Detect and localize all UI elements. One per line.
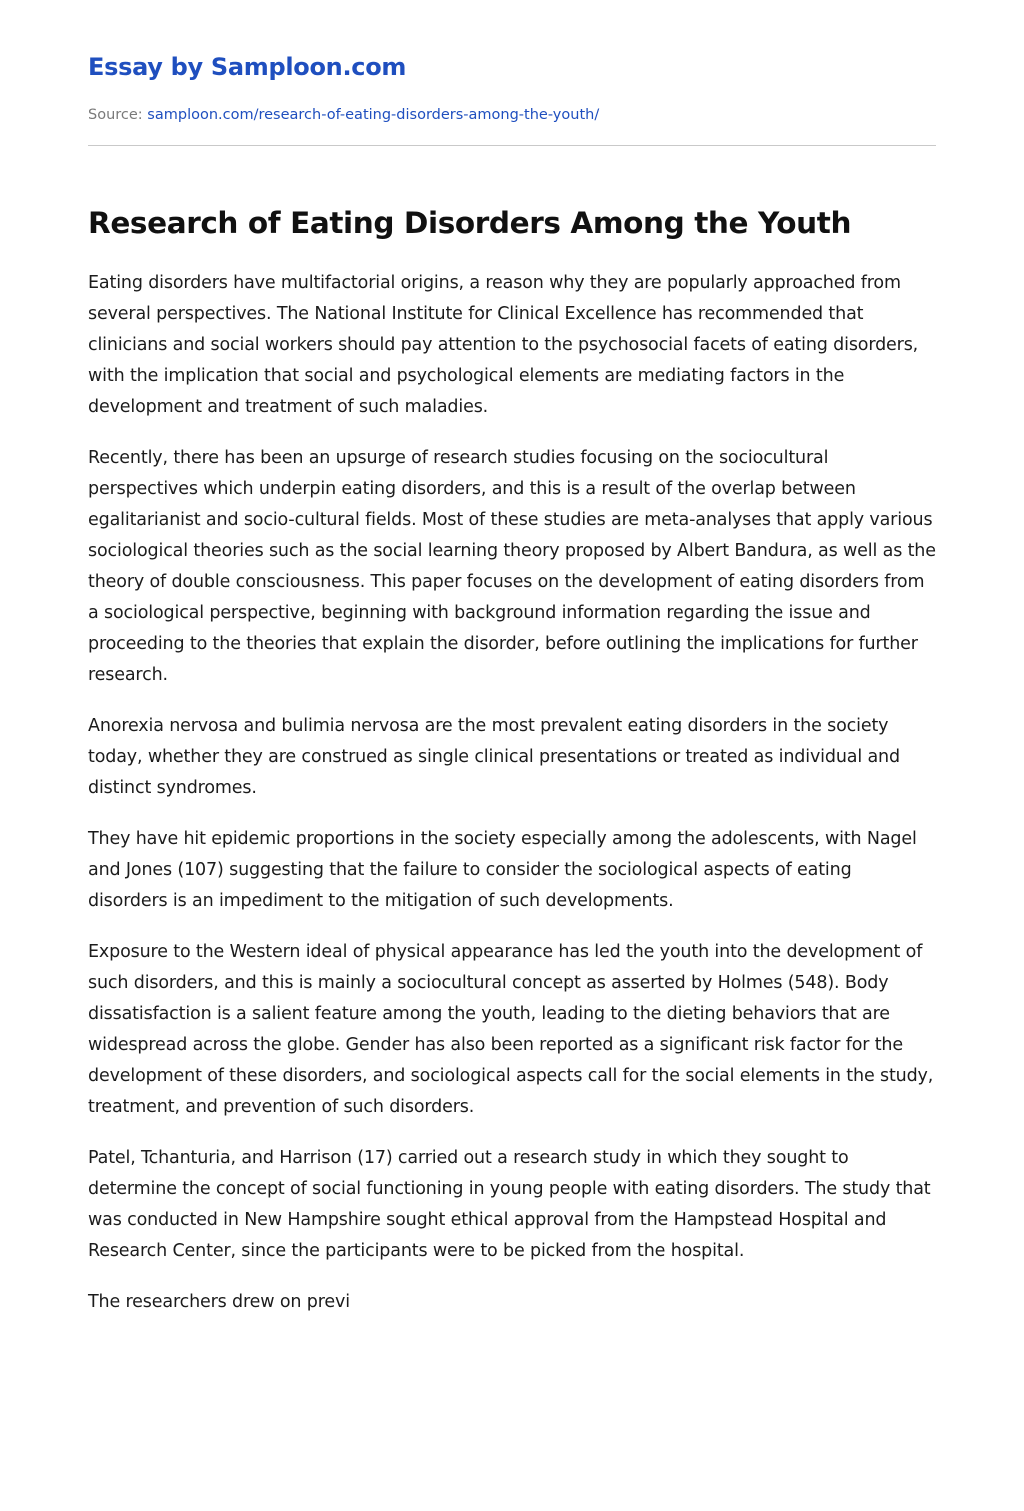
article-body [88,268,936,1338]
source-label: Source: [88,107,143,123]
paragraph: Exposure to the Western ideal of physical appearance has led the youth into the development of such disorders, and this is mainly a sociocultural concept as asserted by Holmes (548). Body dissatisfaction is a salient feature among the youth, leading to the dieting behaviors that are widespread across the globe. Gender has also been reported as a significant risk factor for the development of these disorders, and sociological aspects call for the social elements in the study, treatment, and prevention of such disorders. [88,942,934,1117]
paragraph: Anorexia nervosa and bulimia nervosa are the most prevalent eating disorders in the society today, whether they are construed as single clinical presentations or treated as individual and distinct syndromes. [88,716,900,798]
header-divider [88,145,936,146]
paragraph: Recently, there has been an upsurge of research studies focusing on the sociocultural perspectives which underpin eating disorders, and this is a result of the overlap between egalitarianist and socio-cultural fields. Most of these studies are meta-analyses that apply various sociological theories such as the social learning theory proposed by Albert Bandura, as well as the theory of double consciousness. This paper focuses on the development of eating disorders from a sociological perspective, beginning with background information regarding the issue and proceeding to the theories that explain the disorder, before outlining the implications for further research. [88,448,936,685]
source-line [88,107,599,123]
paragraph: Eating disorders have multifactorial origins, a reason why they are popularly approached from several perspectives. The National Institute for Clinical Excellence has recommended that clinicians and social workers should pay attention to the psychosocial facets of eating disorders, with the implication that social and psychological elements are mediating factors in the development and treatment of such maladies. [88,273,919,417]
brand-title[interactable]: Essay by Samploon.com [88,53,407,81]
paragraph: Patel, Tchanturia, and Harrison (17) carried out a research study in which they sought to determine the concept of social functioning in young people with eating disorders. The study that was conducted in New Hampshire sought ethical approval from the Hampstead Hospital and Research Center, since the participants were to be picked from the hospital. [88,1148,931,1261]
paragraph: They have hit epidemic proportions in the society especially among the adolescents, with Nagel and Jones (107) suggesting that the failure to consider the sociological aspects of eating disorders is an impediment to the mitigation of such developments. [88,829,917,911]
article-title: Research of Eating Disorders Among the Youth [88,206,852,240]
paragraph-truncated: The researchers drew on previ [88,1292,350,1312]
source-link[interactable]: samploon.com/research-of-eating-disorders-among-the-youth/ [147,107,600,123]
